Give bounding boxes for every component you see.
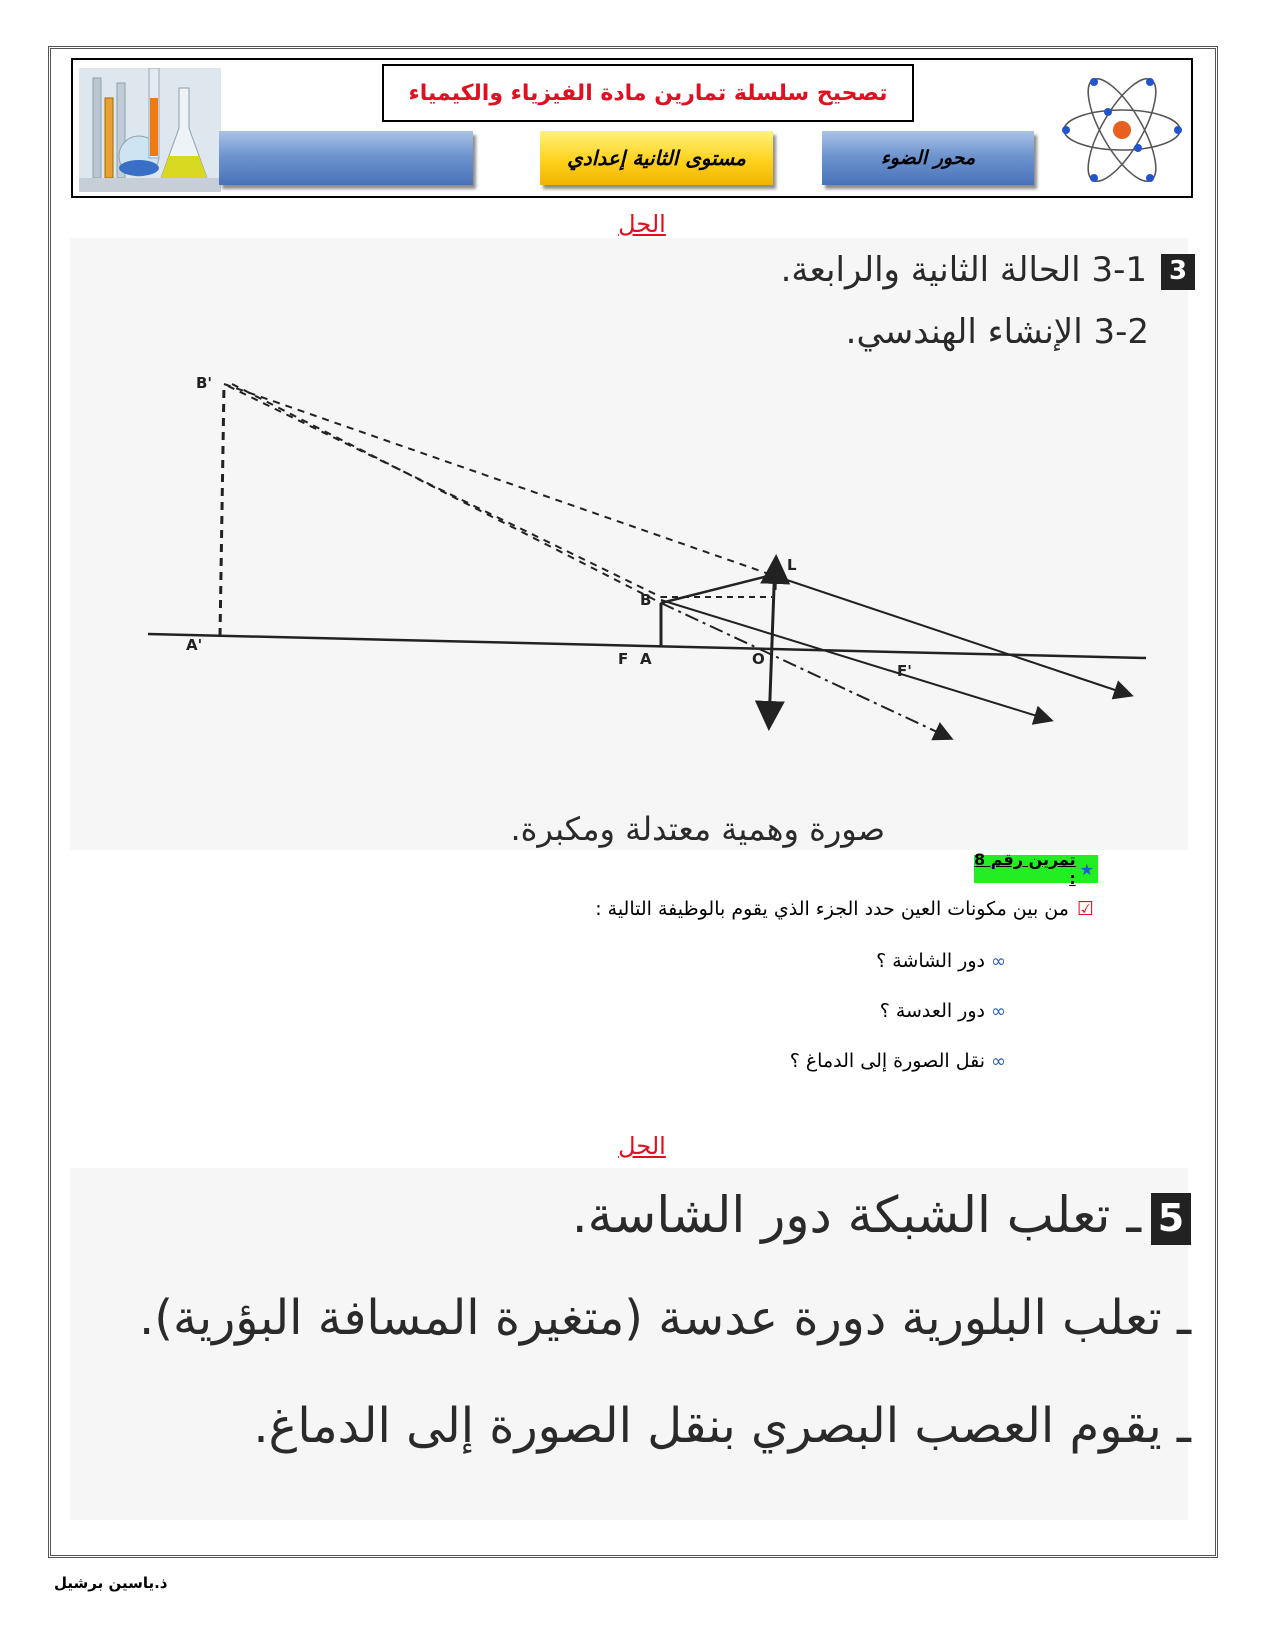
exercise-number-box: 3 — [1161, 254, 1195, 290]
image-a-prime-b-prime — [220, 384, 224, 636]
exercise-8-tag — [974, 850, 1098, 888]
bullet-icon: ∞ — [991, 951, 1006, 972]
level-label: مستوى الثانية إعدادي — [540, 131, 773, 185]
label-b-prime: B' — [196, 374, 213, 392]
exercise-8-question-text: من بين مكونات العين حدد الجزء الذي يقوم بالوظيفة التالية : — [595, 898, 1069, 920]
label-a: A — [640, 650, 652, 668]
label-o: O — [752, 650, 765, 668]
bullet-icon: ∞ — [991, 1051, 1006, 1072]
list-item-text: نقل الصورة إلى الدماغ ؟ — [789, 1050, 985, 1072]
exercise-8-label: تمرين رقم 8 : — [974, 850, 1076, 888]
list-item — [876, 950, 1006, 972]
solution-heading-2: الحل — [618, 1132, 666, 1160]
author-name: ذ.ياسين برشيل — [54, 1574, 168, 1592]
solution2-line1 — [572, 1186, 1191, 1245]
solution-heading-1: الحل — [618, 210, 666, 238]
exercise-number-box-2: 5 — [1151, 1193, 1191, 1245]
checkbox-icon: ☑ — [1076, 898, 1094, 920]
label-f: F — [618, 650, 629, 668]
label-b: B — [640, 591, 652, 609]
label-a-prime: A' — [186, 636, 203, 654]
list-item — [880, 1000, 1006, 1022]
solution1-line1-text: 3-1 الحالة الثانية والرابعة. — [780, 250, 1147, 290]
solution2-line1-text: ـ تعلب الشبكة دور الشاسة. — [571, 1186, 1141, 1244]
document-title: تصحيح سلسلة تمارين مادة الفيزياء والكيمياء — [382, 64, 914, 122]
star-icon: ★ — [1079, 859, 1094, 879]
unit-label: محور الضوء — [822, 131, 1034, 185]
exercise-8-question — [595, 898, 1094, 920]
solution2-line3: ـ يقوم العصب البصري بنقل الصورة إلى الدماغ. — [253, 1398, 1191, 1454]
list-item — [790, 1050, 1006, 1072]
label-f-prime: F' — [897, 662, 912, 680]
list-item-text: دور الشاشة ؟ — [876, 950, 985, 972]
list-item-text: دور العدسة ؟ — [879, 1000, 985, 1022]
bullet-icon: ∞ — [991, 1001, 1006, 1022]
solution1-conclusion: صورة وهمية معتدلة ومكبرة. — [510, 810, 885, 848]
label-l: L — [787, 556, 797, 574]
solution2-line2: ـ تعلب البلورية دورة عدسة (متغيرة المسافة البؤرية). — [138, 1290, 1191, 1346]
solution1-line2: 3-2 الإنشاء الهندسي. — [845, 312, 1149, 352]
